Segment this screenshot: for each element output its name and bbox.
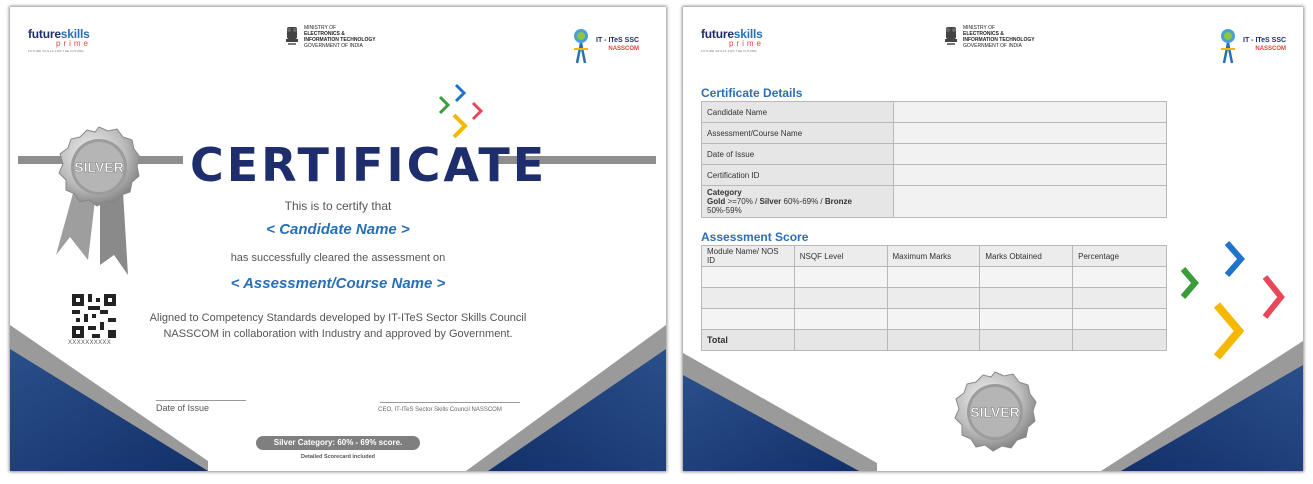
futureskills-prime-logo bbox=[28, 27, 118, 53]
ites-org: NASSCOM bbox=[1255, 46, 1287, 52]
big-arrow-green bbox=[1183, 269, 1195, 297]
category-gold: Gold bbox=[707, 197, 726, 206]
logo-tagline: FUTURE SKILLS FOR THE FUTURE bbox=[28, 49, 84, 53]
column-header: Module Name/ NOS ID bbox=[702, 246, 795, 267]
detail-label: Candidate Name bbox=[702, 102, 894, 123]
meity-logo bbox=[284, 25, 376, 49]
table-header-row bbox=[702, 246, 1167, 267]
ites-ssc-logo bbox=[570, 27, 639, 65]
total-row bbox=[702, 330, 1167, 351]
column-header: Marks Obtained bbox=[980, 246, 1073, 267]
logo-skills-text: skills bbox=[60, 27, 90, 41]
candidate-name-placeholder: < Candidate Name > bbox=[266, 221, 410, 238]
total-label: Total bbox=[702, 330, 795, 351]
certificate-details-title: Certificate Details bbox=[701, 86, 803, 100]
seal-label-front: SILVER bbox=[74, 159, 124, 175]
ites-org: NASSCOM bbox=[608, 46, 640, 52]
scorecard-note: Detailed Scorecard included bbox=[301, 454, 375, 460]
course-name-placeholder: < Assessment/Course Name > bbox=[230, 275, 446, 292]
national-emblem-icon bbox=[943, 25, 959, 47]
certificate-front-page bbox=[10, 7, 666, 471]
detail-value bbox=[894, 186, 1167, 218]
date-signature-line bbox=[156, 400, 246, 401]
small-arrow-yellow bbox=[454, 115, 465, 137]
logo-prime-text: prime bbox=[729, 39, 765, 48]
table-row bbox=[702, 309, 1167, 330]
aligned-standards-text: Aligned to Competency Standards developed by IT-ITeS Sector Skills Council NASSCOM in collaboration with Industry and approved by Government. bbox=[149, 312, 527, 340]
table-row bbox=[702, 144, 1167, 165]
detail-value bbox=[894, 144, 1167, 165]
column-header: NSQF Level bbox=[794, 246, 887, 267]
cleared-text: has successfully cleared the assessment on bbox=[230, 252, 446, 264]
small-arrow-green bbox=[440, 97, 448, 113]
small-arrow-red bbox=[473, 103, 481, 119]
meity-line4: GOVERNMENT OF INDIA bbox=[963, 43, 1022, 49]
certify-text: This is to certify that bbox=[284, 199, 392, 213]
big-arrow-red bbox=[1265, 277, 1281, 317]
detail-value bbox=[894, 165, 1167, 186]
column-header: Maximum Marks bbox=[887, 246, 980, 267]
logo-future-text: future bbox=[701, 27, 734, 41]
ceo-signature-line bbox=[380, 402, 520, 403]
certificate-title: CERTIFICATE bbox=[190, 138, 548, 192]
ites-name: IT - ITeS SSC bbox=[1243, 37, 1287, 44]
meity-line4: GOVERNMENT OF INDIA bbox=[304, 43, 363, 49]
column-header: Percentage bbox=[1073, 246, 1167, 267]
logo-future-text: future bbox=[28, 27, 61, 41]
qr-code bbox=[72, 294, 116, 338]
table-row bbox=[702, 102, 1167, 123]
logo-prime-text: prime bbox=[56, 39, 92, 48]
seal-label-back: SILVER bbox=[970, 404, 1020, 420]
meity-line2: ELECTRONICS & bbox=[304, 31, 345, 37]
meity-line2: ELECTRONICS & bbox=[963, 31, 1004, 37]
category-bronze: Bronze bbox=[824, 197, 852, 206]
certificate-details-table bbox=[701, 101, 1167, 218]
ites-ssc-logo bbox=[1217, 27, 1286, 65]
small-arrow-blue bbox=[456, 85, 464, 101]
table-row bbox=[702, 186, 1167, 218]
assessment-score-table bbox=[701, 245, 1167, 351]
big-arrow-blue bbox=[1227, 243, 1241, 275]
meity-logo bbox=[943, 25, 1035, 49]
meity-line1: MINISTRY OF bbox=[963, 25, 996, 31]
table-row bbox=[702, 123, 1167, 144]
table-row bbox=[702, 267, 1167, 288]
qr-id: XXXXXXXXXX bbox=[68, 340, 112, 346]
ites-name: IT - ITeS SSC bbox=[596, 37, 640, 44]
national-emblem-icon bbox=[284, 25, 300, 47]
category-silver-range: 60%-69% / bbox=[783, 197, 825, 206]
category-silver: Silver bbox=[759, 197, 782, 206]
detail-value bbox=[894, 123, 1167, 144]
ites-figure-icon bbox=[1217, 27, 1239, 65]
certificate-back-page bbox=[683, 7, 1303, 471]
logo-tagline: FUTURE SKILLS FOR THE FUTURE bbox=[701, 49, 757, 53]
date-of-issue-label: Date of Issue bbox=[156, 403, 210, 413]
futureskills-prime-logo bbox=[701, 27, 791, 53]
ceo-label: CEO, IT-ITeS Sector Skills Council NASSCOM bbox=[378, 407, 502, 413]
table-row bbox=[702, 165, 1167, 186]
logo-skills-text: skills bbox=[733, 27, 763, 41]
category-cell bbox=[702, 186, 894, 218]
detail-label: Certification ID bbox=[702, 165, 894, 186]
assessment-score-title: Assessment Score bbox=[701, 230, 809, 244]
category-badge: Silver Category: 60% - 69% score. bbox=[256, 436, 420, 450]
meity-line3: INFORMATION TECHNOLOGY bbox=[963, 37, 1035, 43]
meity-line1: MINISTRY OF bbox=[304, 25, 337, 31]
detail-value bbox=[894, 102, 1167, 123]
ites-figure-icon bbox=[570, 27, 592, 65]
category-heading: Category bbox=[707, 188, 742, 197]
table-row bbox=[702, 288, 1167, 309]
category-gold-range: >=70% / bbox=[727, 197, 760, 206]
meity-line3: INFORMATION TECHNOLOGY bbox=[304, 37, 376, 43]
detail-label: Date of Issue bbox=[702, 144, 894, 165]
category-bronze-range: 50%-59% bbox=[707, 206, 742, 215]
big-arrow-yellow bbox=[1217, 305, 1239, 357]
silver-seal-back bbox=[955, 372, 1036, 451]
detail-label: Assessment/Course Name bbox=[702, 123, 894, 144]
